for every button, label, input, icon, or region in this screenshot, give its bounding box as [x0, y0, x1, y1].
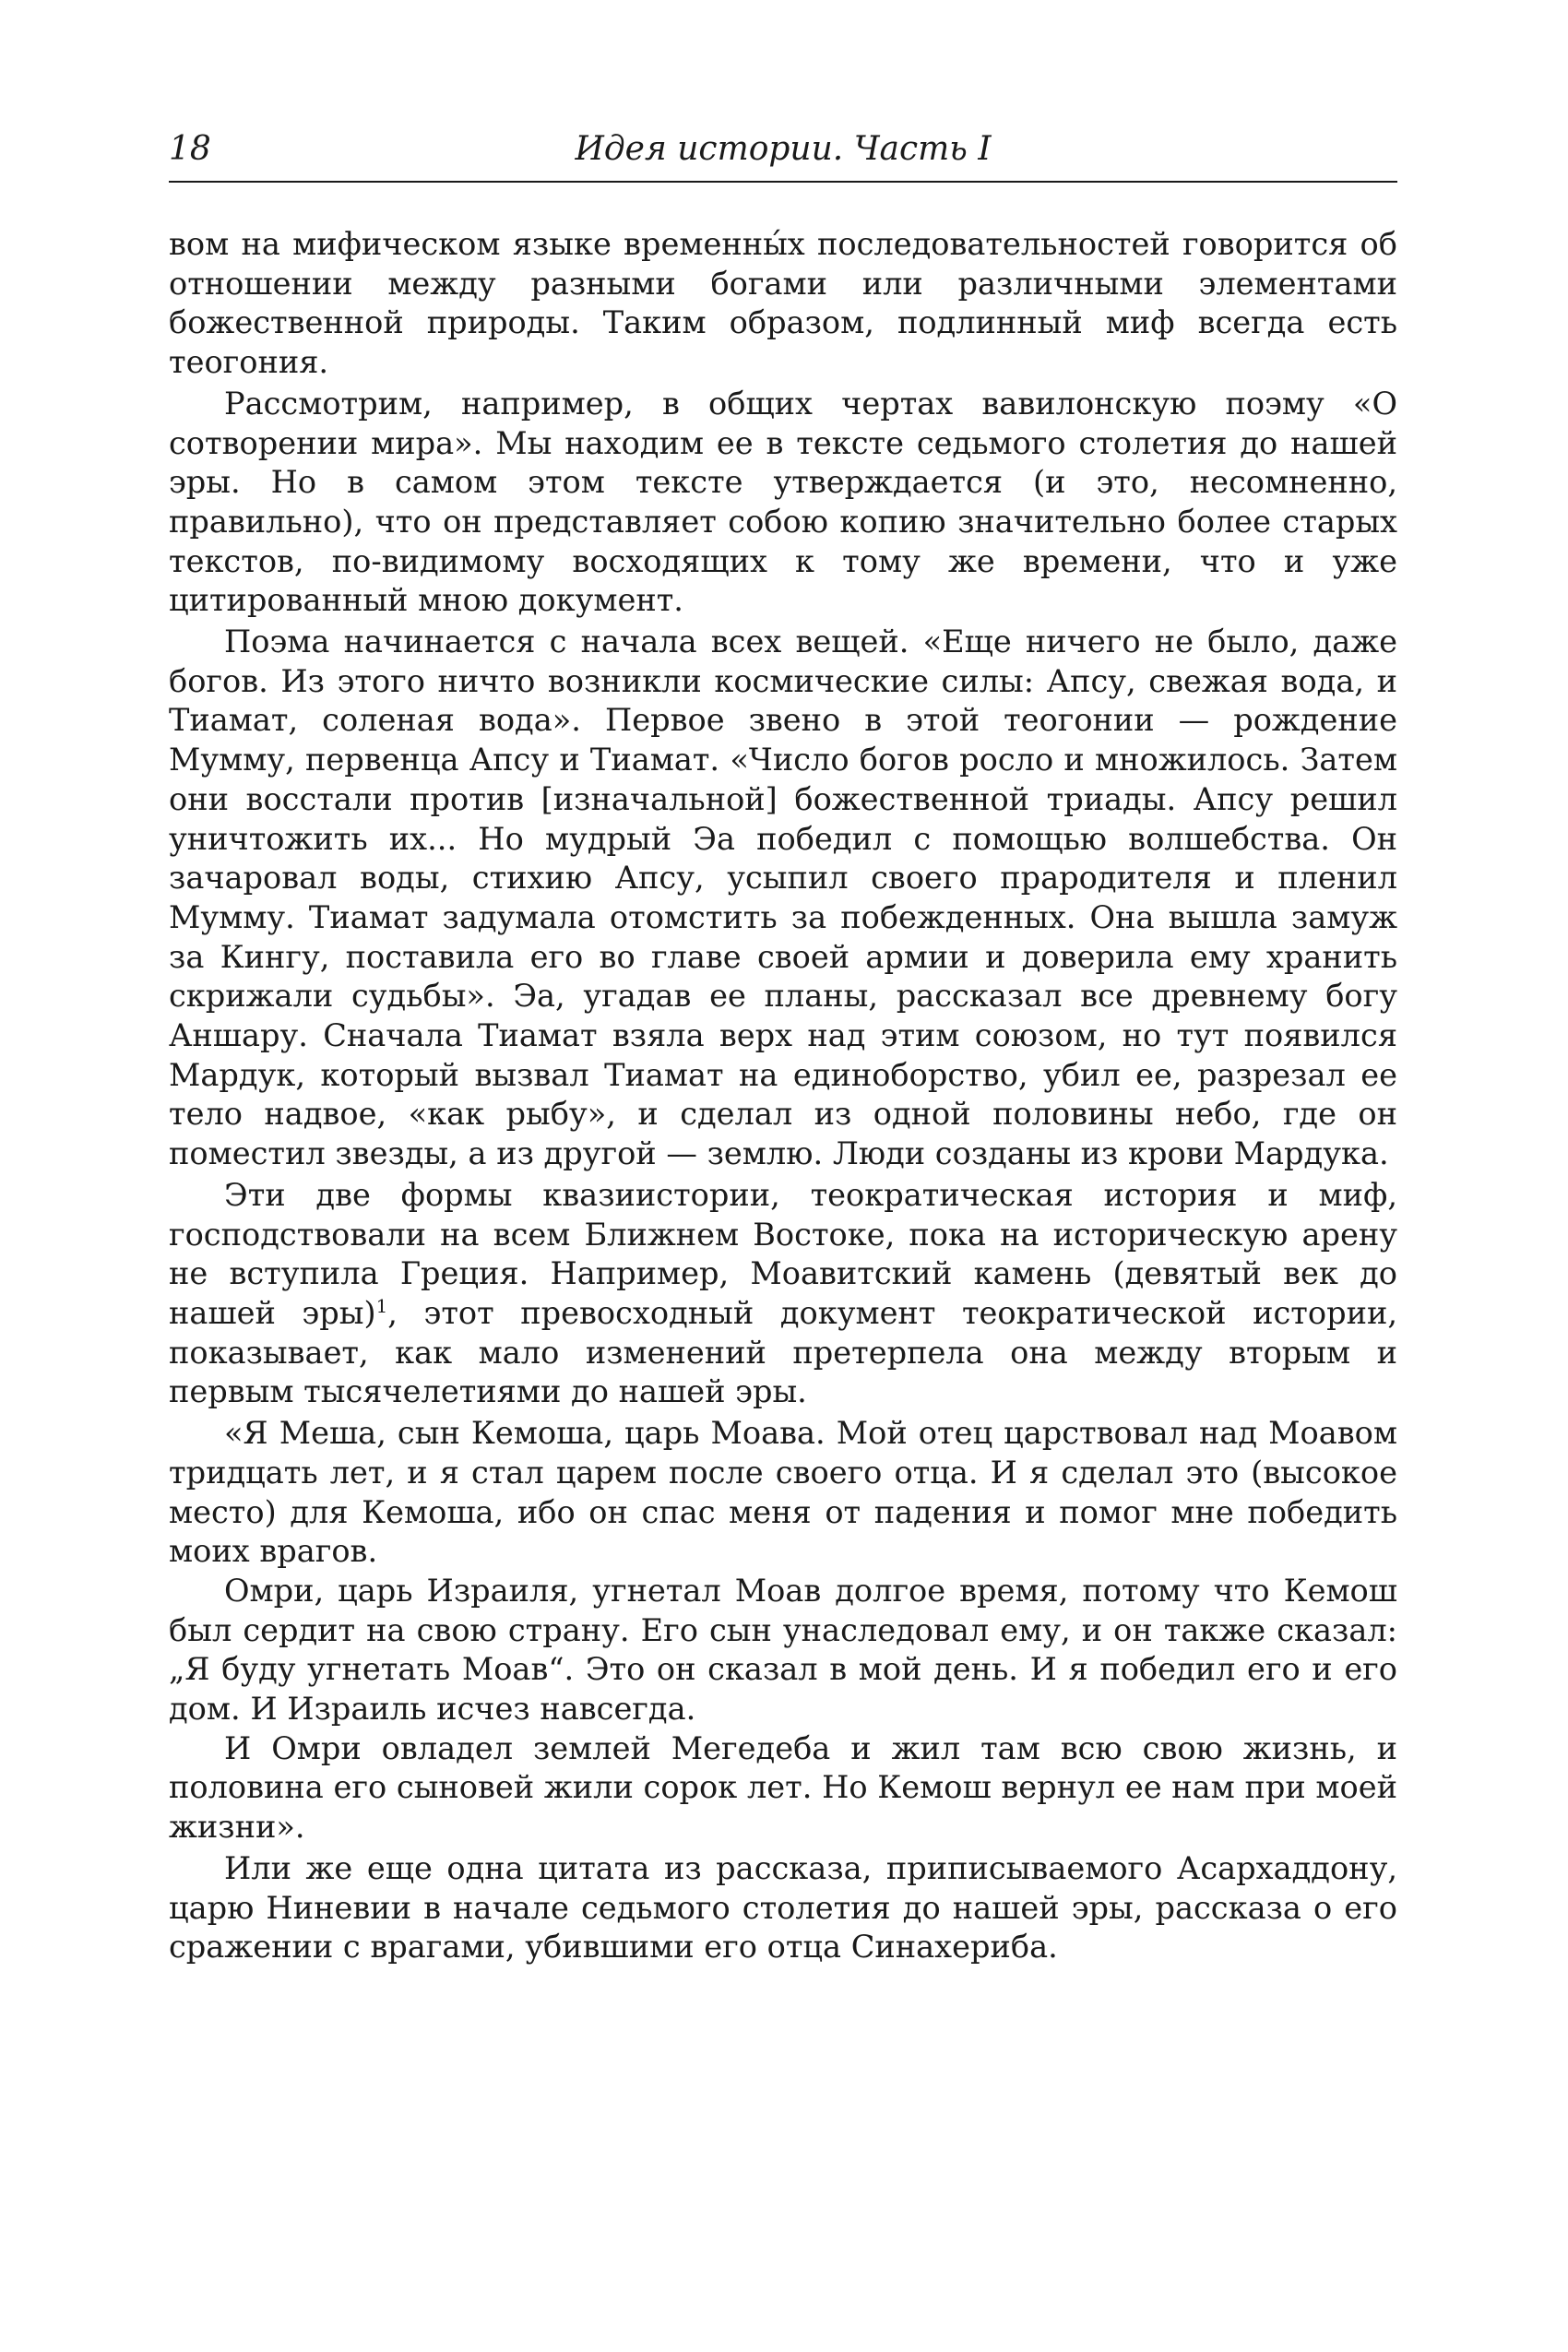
paragraph-8: Или же еще одна цитата из рассказа, приписываемого Асархаддону, царю Ниневии в начале седьмого столетия до нашей эры, рассказа о его сражении с врагами, убившими его отца Синахериба. — [169, 1849, 1397, 1966]
paragraph-2: Рассмотрим, например, в общих чертах вавилонскую поэму «О сотворении мира». Мы находим ее в тексте седьмого столетия до нашей эры. Но в самом этом тексте утверждается (и это, несомненно, правильно), что он представляет собою копию значительно более старых текстов, по-видимому восходящих к тому же времени, что и уже цитированный мною документ. — [169, 385, 1397, 619]
paragraph-3: Поэма начинается с начала всех вещей. «Еще ничего не было, даже богов. Из этого ничто возникли космические силы: Апсу, свежая вода, и Тиамат, соленая вода». Первое звено в этой теогонии — рождение Мумму, первенца Апсу и Тиамат. «Число богов росло и множилось. Затем они восстали против [изначальной] божественной триады. Апсу решил уничтожить их... Но мудрый Эа победил с помощью волшебства. Он зачаровал воды, стихию Апсу, усыпил своего прародителя и пленил Мумму. Тиамат задумала отомстить за побежденных. Она вышла замуж за Кингу, поставила его во главе своей армии и доверила ему хранить скрижали судьбы». Эа, угадав ее планы, рассказал все древнему богу Аншару. Сначала Тиамат взяла верх над этим союзом, но тут появился Мардук, который вызвал Тиамат на единоборство, убил ее, разрезал ее тело надвое, «как рыбу», и сделал из одной половины небо, где он поместил звезды, а из другой — землю. Люди созданы из крови Мардука. — [169, 624, 1397, 1172]
paragraph-4-part-b: , этот превосходный документ теократической истории, показывает, как мало изменений претерпела она между вторым и первым тысячелетиями до нашей эры. — [169, 1294, 1397, 1410]
running-title: Идея истории. Часть I — [575, 130, 992, 168]
page-number: 18 — [169, 130, 211, 168]
paragraph-7: И Омри овладел землей Мегедеба и жил там всю свою жизнь, и половина его сыновей жили сорок лет. Но Кемош вернул ее нам при моей жизни». — [169, 1729, 1397, 1846]
running-head — [169, 127, 1397, 173]
paragraph-4 — [169, 1176, 1397, 1412]
paragraph-1: вом на мифическом языке временны́х последовательностей говорится об отношении между разными богами или различными элементами божественной природы. Таким образом, подлинный миф всегда есть теогония. — [169, 226, 1397, 381]
paragraph-5: «Я Меша, сын Кемоша, царь Моава. Мой отец царствовал над Моавом тридцать лет, и я стал царем после своего отца. И я сделал это (высокое место) для Кемоша, ибо он спас меня от падения и помог мне победить моих врагов. — [169, 1415, 1397, 1570]
paragraph-4-part-a: Эти две формы квазиистории, теократическая история и миф, господствовали на всем Ближнем Востоке, пока на историческую арену не вступила Греция. Например, Моавитский камень (девятый век до нашей эры) — [169, 1176, 1397, 1331]
header-rule — [169, 181, 1397, 183]
footnote-marker[interactable]: 1 — [375, 1294, 388, 1317]
body-text — [169, 225, 1397, 1969]
paragraph-6: Омри, царь Израиля, угнетал Моав долгое время, потому что Кемош был сердит на свою страну. Его сын унаследовал ему, и он также сказал: „Я буду угнетать Моав“. Это он сказал в мой день. И я победил его и его дом. И Израиль исчез навсегда. — [169, 1572, 1397, 1728]
